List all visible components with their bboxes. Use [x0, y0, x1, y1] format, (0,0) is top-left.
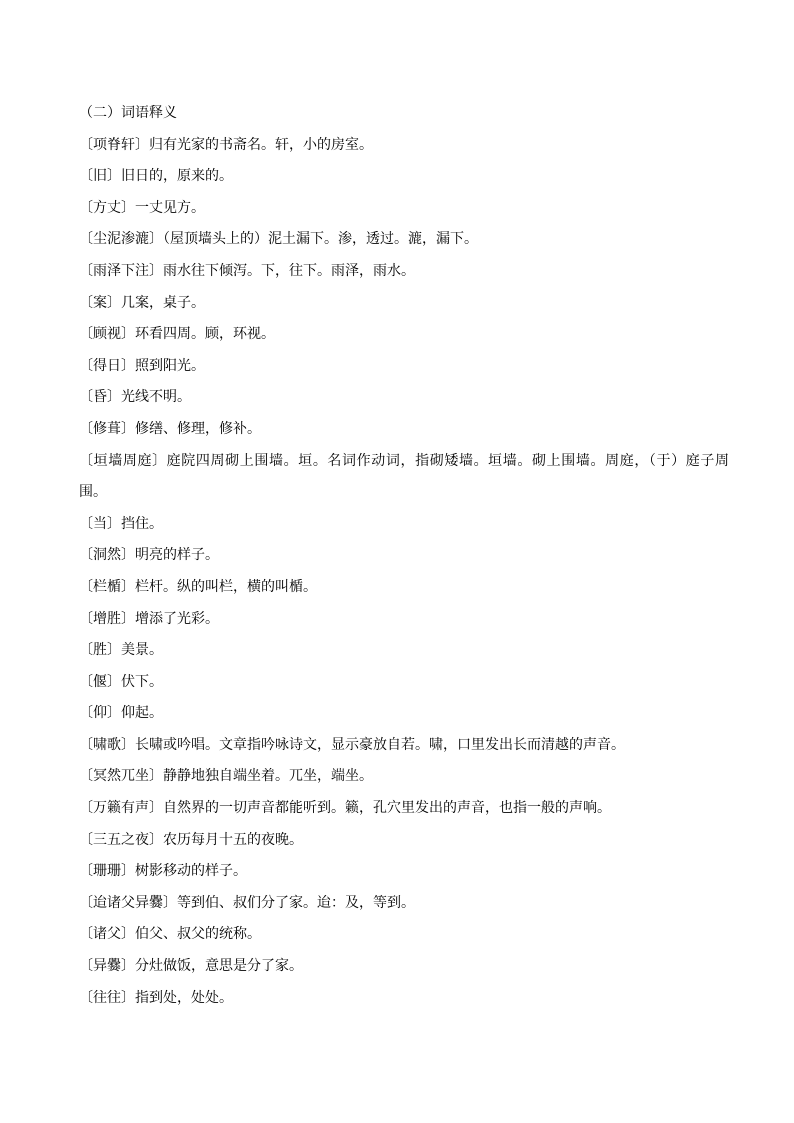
- glossary-entry-sanwuzhiye: 〔三五之夜〕农历每月十五的夜晚。: [79, 831, 303, 848]
- document-body: [79, 98, 729, 1014]
- glossary-entry-xiaoge: 〔啸歌〕长啸或吟唱。文章指吟咏诗文，显示豪放自若。啸，口里发出长而清越的声音。: [79, 736, 625, 753]
- glossary-entry-gushi: 〔顾视〕环看四周。顾，环视。: [79, 326, 275, 343]
- glossary-entry-mingranwuzuo: 〔冥然兀坐〕静静地独自端坐着。兀坐，端坐。: [79, 768, 373, 785]
- glossary-entry-deri: 〔得日〕照到阳光。: [79, 357, 205, 374]
- glossary-entry-yuzexiazhu: 〔雨泽下注〕雨水往下倾泻。下，往下。雨泽，雨水。: [79, 262, 415, 279]
- glossary-entry-yicuan: 〔异爨〕分灶做饭，意思是分了家。: [79, 958, 303, 975]
- glossary-entry-dongran: 〔洞然〕明亮的样子。: [79, 547, 219, 564]
- section-title: （二）词语释义: [79, 105, 177, 121]
- glossary-entry-chennishenlu: 〔尘泥渗漉〕（屋顶墙头上的）泥土漏下。渗，透过。漉，漏下。: [79, 231, 478, 248]
- glossary-entry-xiangjixuan: 〔项脊轩〕归有光家的书斋名。轩，小的房室。: [79, 136, 373, 153]
- glossary-entry-lanshun: 〔栏楯〕栏杆。纵的叫栏，横的叫楯。: [79, 578, 317, 595]
- glossary-entry-fangzhang: 〔方丈〕一丈见方。: [79, 199, 205, 216]
- glossary-entry-hun: 〔昏〕光线不明。: [79, 389, 191, 406]
- glossary-entry-dang: 〔当〕挡住。: [79, 515, 163, 532]
- glossary-entry-daizhufuyicuan: 〔迨诸父异爨〕等到伯、叔们分了家。迨：及，等到。: [79, 894, 415, 911]
- glossary-entry-sheng: 〔胜〕美景。: [79, 642, 163, 659]
- glossary-entry-zengsheng: 〔增胜〕增添了光彩。: [79, 610, 219, 627]
- glossary-entry-shanshan: 〔珊珊〕树影移动的样子。: [79, 863, 247, 880]
- glossary-entry-zhufu: 〔诸父〕伯父、叔父的统称。: [79, 926, 261, 943]
- glossary-entry-xiuqi: 〔修葺〕修缮、修理，修补。: [79, 420, 261, 437]
- glossary-entry-wangwang: 〔往往〕指到处，处处。: [79, 989, 233, 1006]
- glossary-entry-yuanqiangzhouting: 〔垣墙周庭〕庭院四周砌上围墙。垣。名词作动词，指砌矮墙。垣墙。砌上围墙。周庭，（于）庭子周围。: [79, 452, 729, 501]
- glossary-entry-jiu: 〔旧〕旧日的，原来的。: [79, 168, 233, 185]
- glossary-entry-yang: 〔仰〕仰起。: [79, 705, 163, 722]
- glossary-entry-wanlaiyousheng: 〔万籁有声〕自然界的一切声音都能听到。籁，孔穴里发出的声音，也指一般的声响。: [79, 800, 611, 817]
- glossary-entry-an: 〔案〕几案，桌子。: [79, 294, 205, 311]
- glossary-entry-yan: 〔偃〕伏下。: [79, 673, 163, 690]
- glossary-list: [79, 130, 729, 1015]
